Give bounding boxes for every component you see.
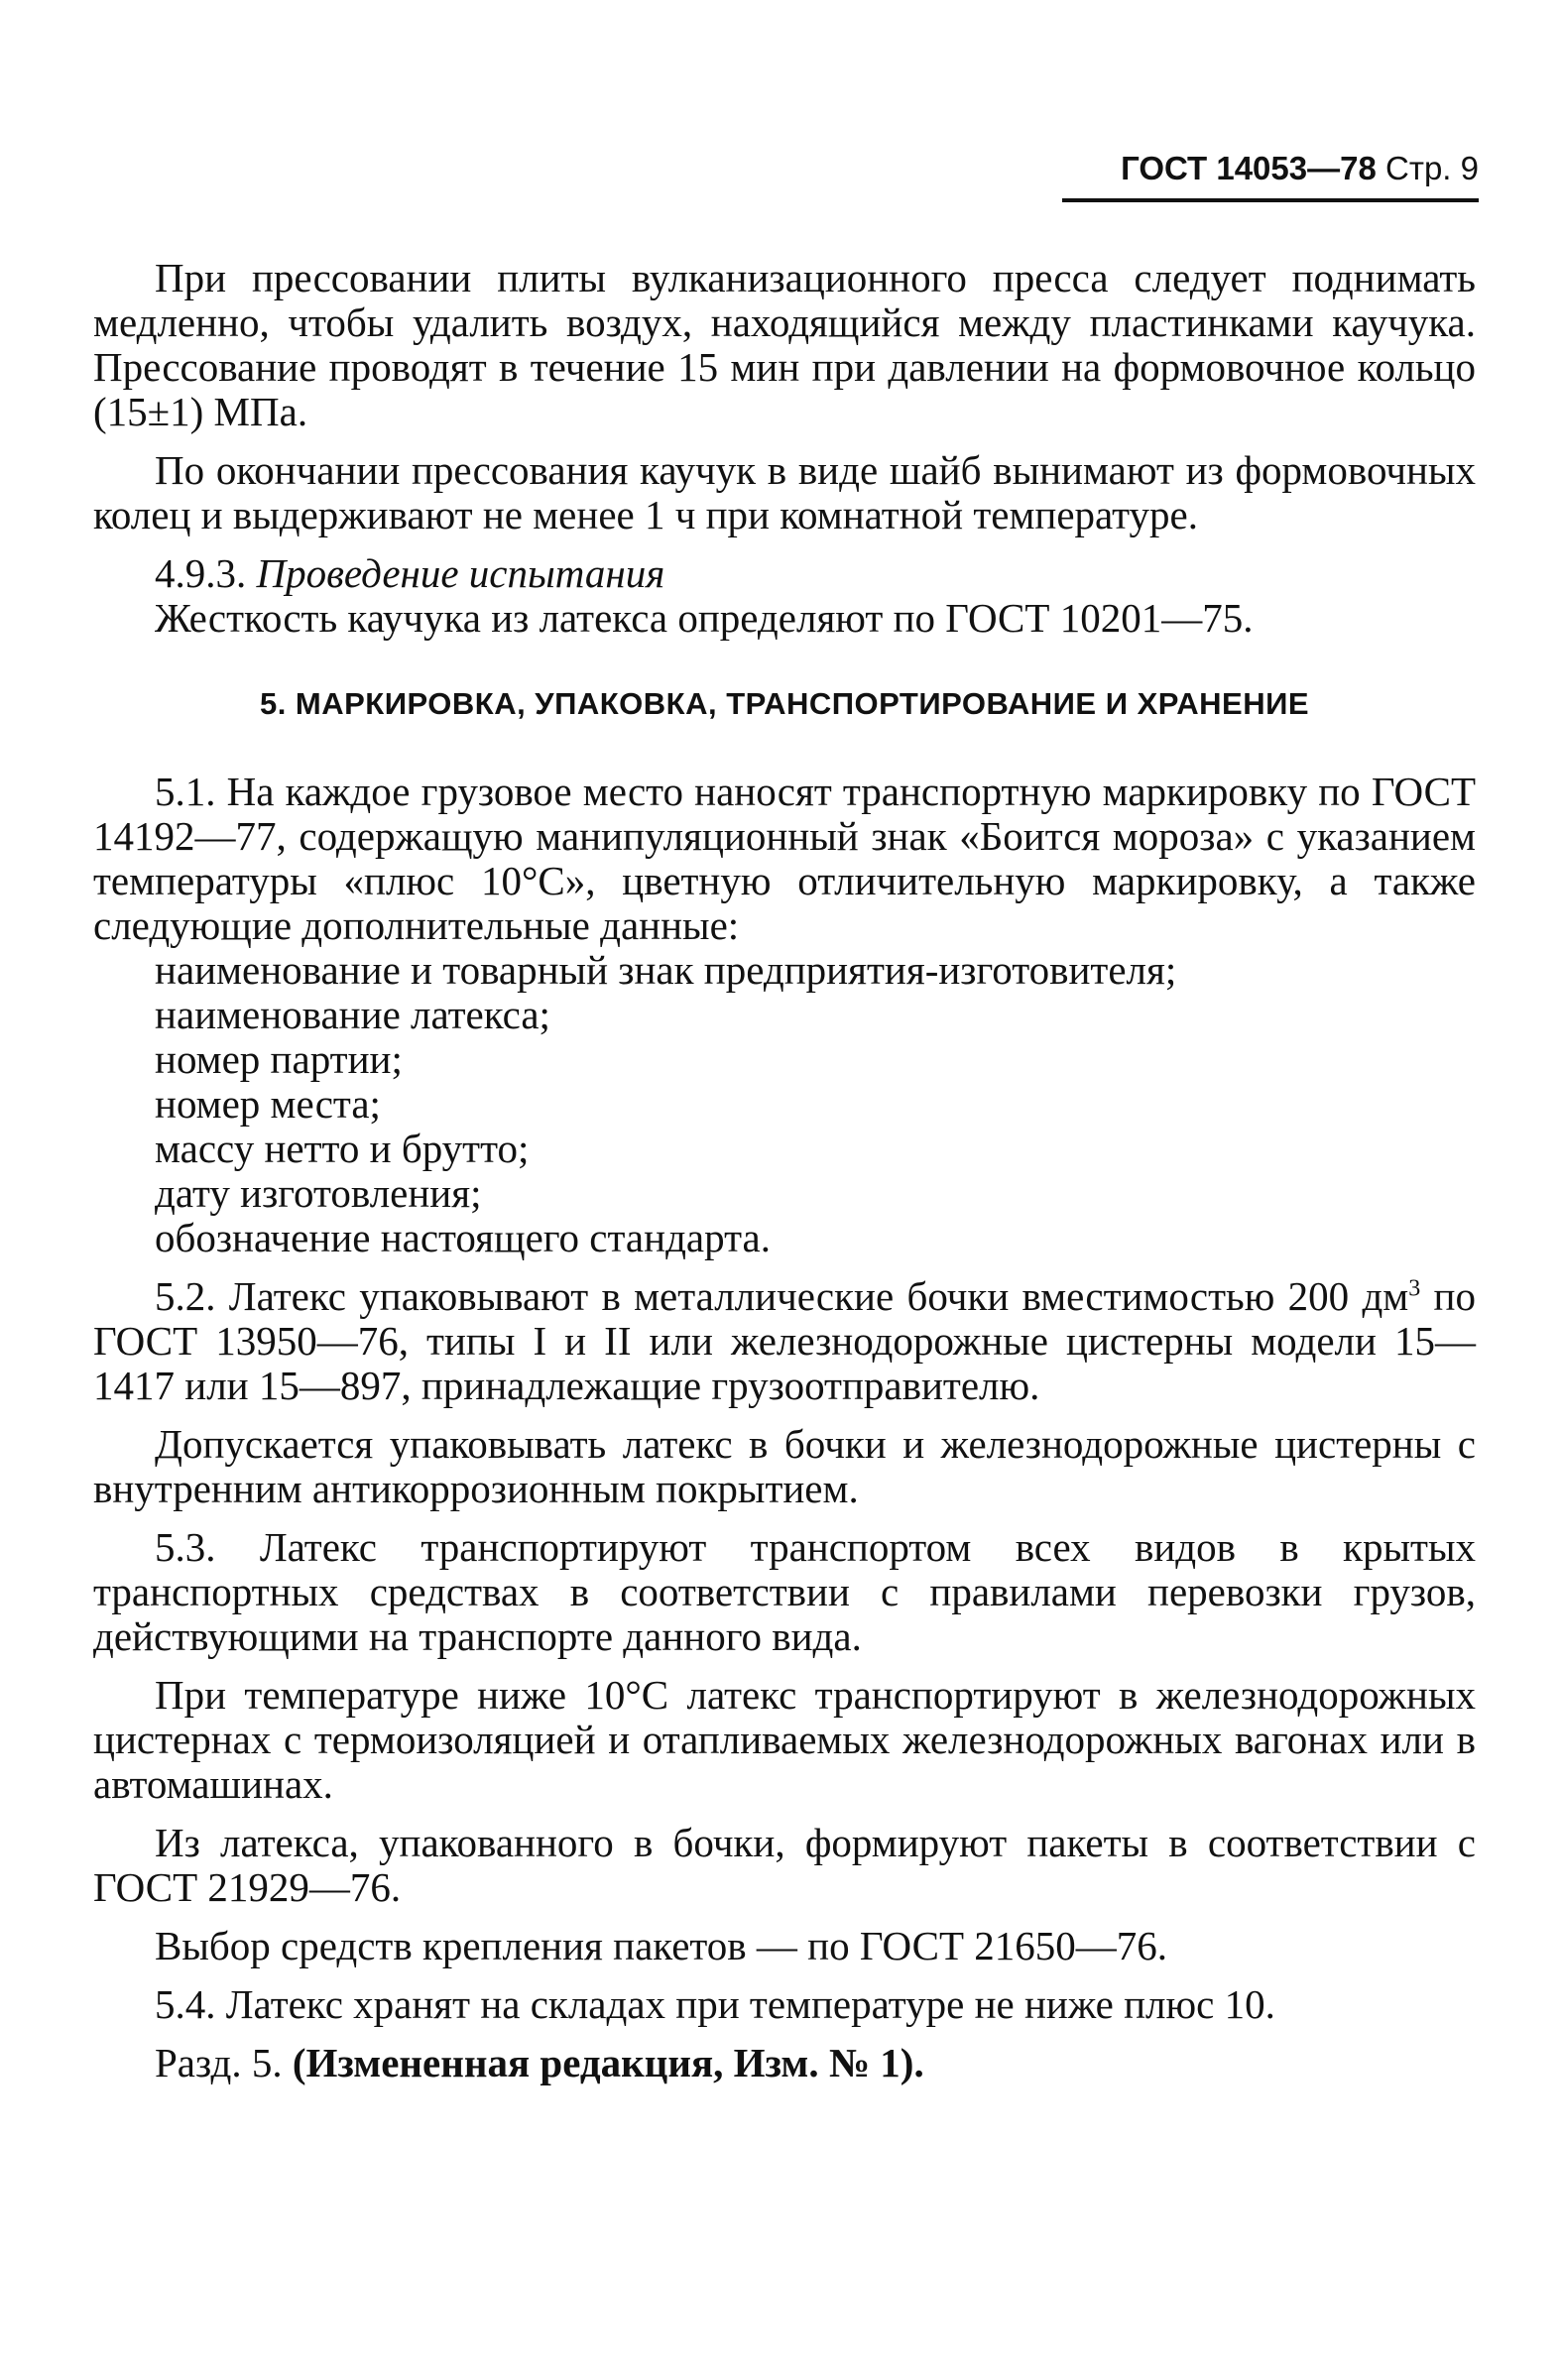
list-item: массу нетто и брутто;	[155, 1126, 530, 1171]
list-item: номер места;	[155, 1081, 381, 1127]
paragraph-5-3-temperature: При температуре ниже 10°С латекс транспортируют в железнодорожных цистернах с термоизоляцией и отапливаемых железнодорожных вагонах или в автомашинах.	[93, 1672, 1476, 1807]
header-rule	[1062, 198, 1479, 202]
paragraph-5-2-start: 5.2. Латекс упаковывают в металлические бочки вместимостью 200 дм	[155, 1273, 1409, 1319]
clause-number: 4.9.3.	[155, 550, 247, 596]
paragraph-pressing: При прессовании плиты вулканизационного пресса следует поднимать медленно, чтобы удалить воздух, находящийся между пластинками каучука. Прессование проводят в течение 15 мин при давлении на формовочное кольцо (15±1) МПа.	[93, 255, 1476, 434]
paragraph-5-3: 5.3. Латекс транспортируют транспортом всех видов в крытых транспортных средствах в соответствии с правилами перевозки грузов, действующими на транспорте данного вида.	[93, 1524, 1476, 1659]
page-header	[1062, 149, 1479, 188]
paragraph-5-1: 5.1. На каждое грузовое место наносят транспортную маркировку по ГОСТ 14192—77, содержащую манипуляционный знак «Боится мороза» с указанием температуры «плюс 10°С», цветную отличительную маркировку, а также следующие дополнительные данные:	[93, 769, 1476, 948]
list-item: наименование и товарный знак предприятия-изготовителя;	[155, 947, 1177, 993]
list-item: дату изготовления;	[155, 1170, 482, 1216]
clause-title: Проведение испытания	[256, 550, 665, 596]
list-item: обозначение настоящего стандарта.	[155, 1215, 771, 1260]
superscript-3: 3	[1408, 1275, 1421, 1302]
marking-data-list	[93, 948, 1476, 1260]
standard-number: ГОСТ 14053—78	[1121, 150, 1377, 186]
paragraph-5-2-allowance: Допускается упаковывать латекс в бочки и железнодорожные цистерны с внутренним антикоррозионным покрытием.	[93, 1421, 1476, 1511]
paragraph-5-3-fixing: Выбор средств крепления пакетов — по ГОСТ 21650—76.	[155, 1923, 1167, 1968]
paragraph-after-pressing: По окончании прессования каучук в виде шайб вынимают из формовочных колец и выдерживают не менее 1 ч при комнатной температуре.	[93, 447, 1476, 537]
section-5-title: 5. МАРКИРОВКА, УПАКОВКА, ТРАНСПОРТИРОВАНИЕ И ХРАНЕНИЕ	[259, 686, 1310, 721]
list-item: номер партии;	[155, 1036, 403, 1082]
paragraph-5-4: 5.4. Латекс хранят на складах при температуре не ниже плюс 10.	[155, 1981, 1275, 2027]
document-body	[93, 256, 1476, 2099]
list-item: наименование латекса;	[155, 992, 550, 1037]
page-number: Стр. 9	[1385, 150, 1479, 186]
amendment-text: (Измененная редакция, Изм. № 1).	[292, 2040, 924, 2085]
paragraph-5-2-end: по ГОСТ 13950—76, типы I и II или железнодорожные цистерны модели 15—1417 или 15—897, принадлежащие грузоотправителю.	[93, 1273, 1476, 1408]
paragraph-5-3-packages: Из латекса, упакованного в бочки, формируют пакеты в соответствии с ГОСТ 21929—76.	[93, 1820, 1476, 1910]
amendment-prefix: Разд. 5.	[155, 2040, 293, 2085]
paragraph-hardness: Жесткость каучука из латекса определяют по ГОСТ 10201—75.	[155, 595, 1254, 641]
amendment-note	[93, 2041, 1476, 2085]
clause-4-9-3-heading	[93, 551, 1476, 596]
paragraph-5-2	[93, 1274, 1476, 1408]
